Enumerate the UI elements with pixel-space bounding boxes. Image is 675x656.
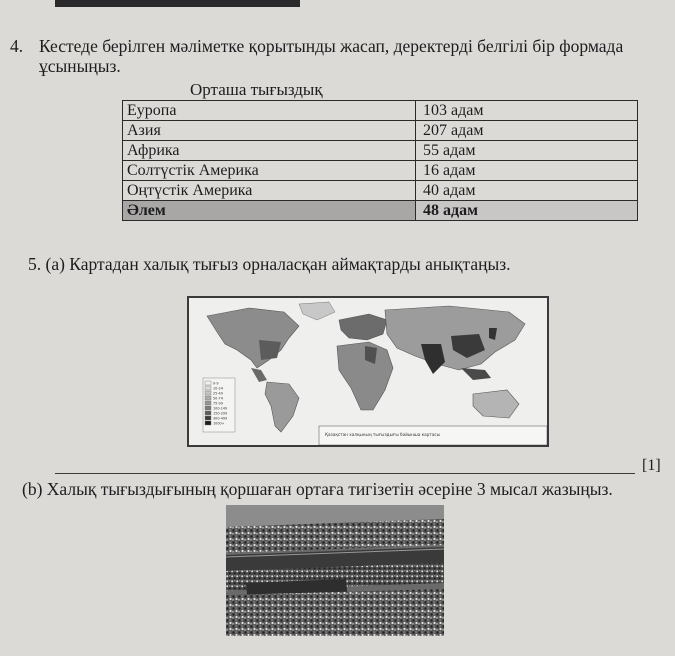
region-cell-total: Әлем — [123, 201, 416, 221]
answer-line — [55, 473, 635, 474]
question-4-number: 4. — [10, 36, 24, 56]
region-cell: Еуропа — [123, 101, 416, 121]
crowd-photo — [226, 505, 444, 636]
map-caption: Қазақстан халқының тығыздығы бойынша картасы — [325, 432, 441, 437]
region-cell: Солтүстік Америка — [123, 161, 416, 181]
table-row — [123, 161, 638, 181]
legend-label: 50-74 — [213, 396, 223, 401]
value-cell-total: 48 адам — [416, 201, 638, 221]
value-cell: 16 адам — [416, 161, 638, 181]
table-row-total — [123, 201, 638, 221]
region-cell: Азия — [123, 121, 416, 141]
value-cell: 55 адам — [416, 141, 638, 161]
question-4-text: Кестеде берілген мәліметке қорытынды жасап, деректерді белгілі бір формада ұсыныңыз. — [39, 36, 624, 76]
value-cell: 103 адам — [416, 101, 638, 121]
density-table — [122, 100, 638, 221]
table-row — [123, 101, 638, 121]
region-cell: Африка — [123, 141, 416, 161]
question-5a — [28, 254, 511, 275]
crowd-photo-graphic — [226, 505, 444, 636]
value-cell: 40 адам — [416, 181, 638, 201]
legend-label: 75-99 — [213, 401, 223, 406]
legend-label: 25-49 — [213, 391, 223, 396]
legend-label: 10-24 — [213, 386, 223, 391]
answer-mark: [1] — [642, 457, 661, 474]
question-5-number: 5. — [28, 254, 42, 274]
legend-label: 300-499 — [213, 416, 228, 421]
value-cell: 207 адам — [416, 121, 638, 141]
legend-label: 1000+ — [213, 421, 225, 426]
legend-label: 150-299 — [213, 411, 228, 416]
table-row — [123, 121, 638, 141]
legend-label: 0-9 — [213, 381, 219, 386]
question-5a-text: (а) Картадан халық тығыз орналасқан аймақтарды анықтаңыз. — [45, 254, 511, 274]
legend-label: 100-149 — [213, 406, 228, 411]
top-dark-bar — [55, 0, 300, 7]
table-row — [123, 181, 638, 201]
world-map-graphic — [189, 298, 547, 445]
question-5b: (b) Халық тығыздығының қоршаған ортаға тигізетін әсеріне 3 мысал жазыңыз. — [22, 479, 613, 499]
region-cell: Оңтүстік Америка — [123, 181, 416, 201]
table-row — [123, 141, 638, 161]
population-density-map — [187, 296, 549, 447]
crowd-foreground — [226, 589, 444, 636]
table-caption: Орташа тығыздық — [190, 80, 323, 99]
